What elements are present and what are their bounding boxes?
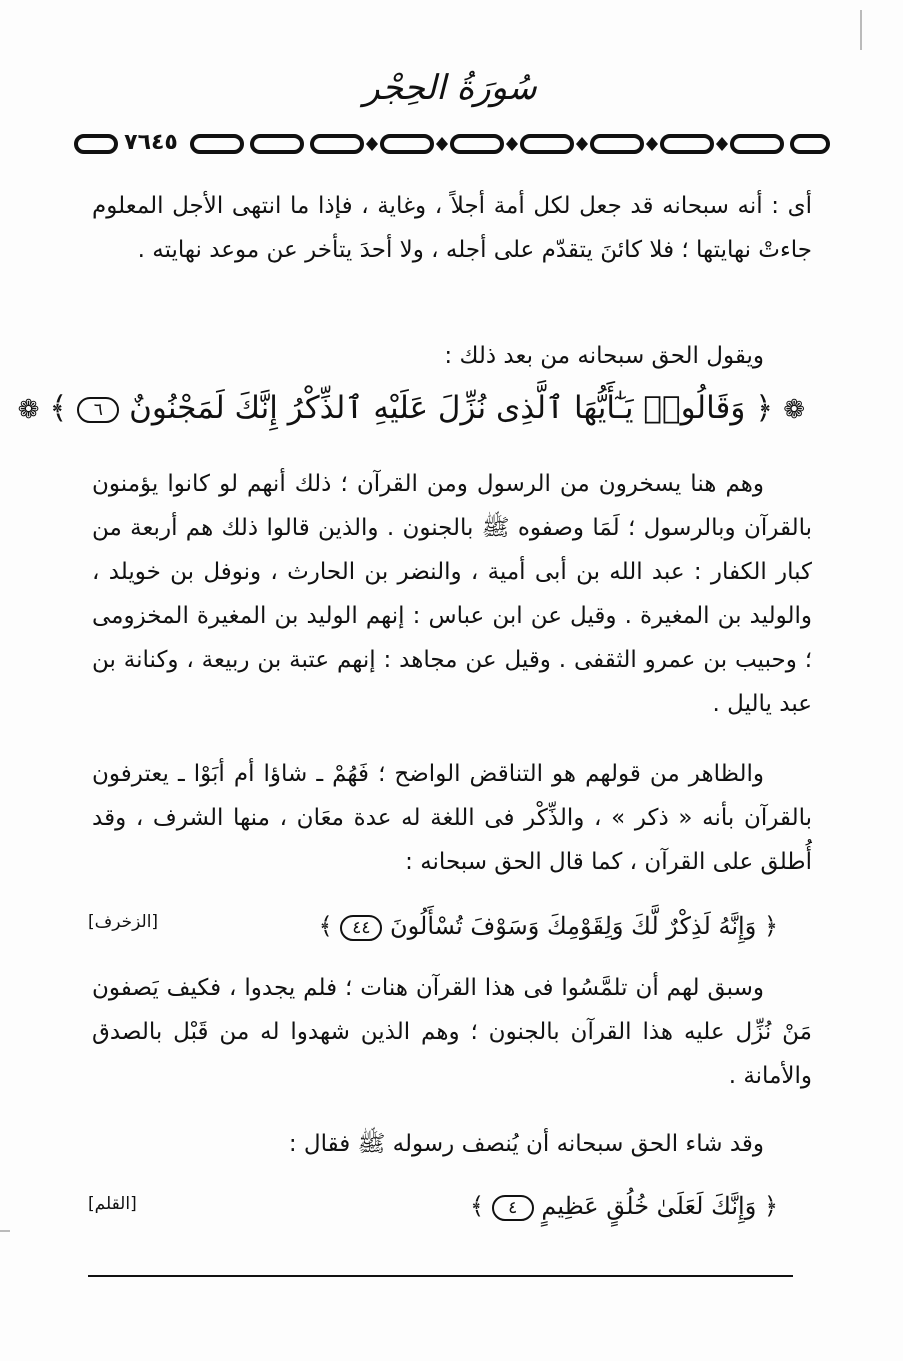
scan-artifact [860, 10, 862, 50]
verse-bracket-close: ﴾ [49, 390, 68, 426]
footer-rule [88, 1275, 793, 1277]
paragraph-6: وقد شاء الحق سبحانه أن يُنصف رسوله ﷺ فقال : [288, 1131, 764, 1157]
paragraph-1: أى : أنه سبحانه قد جعل لكل أمة أجلاً ، وغاية ، فإذا ما انتهى الأجل المعلوم جاءتْ نهايتها ؛ فلا كائنَ يتقدّم على أجله ، ولا أحدَ يتأخر عن موعد نهايته . [92, 193, 812, 263]
paragraph-2: ويقول الحق سبحانه من بعد ذلك : [444, 343, 764, 369]
decorative-chain-border [72, 126, 832, 162]
verse-text: وَإِنَّكَ لَعَلَىٰ خُلُقٍ عَظِيمٍ [541, 1192, 757, 1220]
paragraph-4: والظاهر من قولهم هو التناقض الواضح ؛ فَهُمْ ـ شاؤا أم أبَوْا ـ يعترفون بالقرآن بأنه « ذكر » ، والذِّكْر فى اللغة له عدة معَان ، منها الشرف ، وقد أُطلق على القرآن ، كما قال الحق سبحانه : [92, 761, 812, 875]
verse-source-zukhruf: [الزخرف] [88, 912, 159, 932]
verse-source-qalam: [القلم] [88, 1194, 137, 1214]
verse-number: ٦ [77, 397, 119, 423]
quran-quote-1 [319, 906, 778, 946]
verse-text: وَقَالُوا۟ يَـٰٓأَيُّهَا ٱلَّذِى نُزِّلَ عَلَيْهِ ٱلذِّكْرُ إِنَّكَ لَمَجْنُونٌ [129, 390, 746, 426]
paragraph-3: وهم هنا يسخرون من الرسول ومن القرآن ؛ ذلك أنهم لو كانوا يؤمنون بالقرآن وبالرسول ؛ لَمَا وصفوه ﷺ بالجنون . والذين قالوا ذلك هم أربعة من كبار الكفار : عبد الله بن أبى أمية ، والنضر بن الحارث ، ونوفل بن خويلد ، والوليد بن المغيرة . وقيل عن ابن عباس : إنهم الوليد بن المغيرة المخزومى ؛ وحبيب بن عمرو الثقفى . وقيل عن مجاهد : إنهم عتبة بن ربيعة ، وكنانة بن عبد ياليل . [92, 471, 812, 717]
quran-verse-main [17, 380, 805, 438]
verse-bracket-close: ﴾ [470, 1192, 485, 1220]
ornament-icon: ❁ [17, 395, 40, 425]
verse-bracket-close: ﴾ [318, 912, 333, 940]
surah-title: سُورَةُ الحِجْر [363, 68, 537, 108]
page-number: ٧٦٤٥ [118, 130, 184, 155]
verse-number: ٤ [492, 1195, 534, 1221]
verse-text: وَإِنَّهُ لَذِكْرٌ لَّكَ وَلِقَوْمِكَ وَسَوْفَ تُسْأَلُونَ [389, 912, 757, 940]
verse-bracket-open: ﴿ [763, 912, 778, 940]
ornament-icon: ❁ [783, 395, 805, 425]
scan-artifact [0, 1230, 10, 1232]
paragraph-5: وسبق لهم أن تلمَّسُوا فى هذا القرآن هنات ؛ فلم يجدوا ، فكيف يَصفون مَنْ نُزِّل عليه هذا القرآن بالجنون ؛ وهم الذين شهدوا له من قَبْل بالصدق والأمانة . [92, 975, 812, 1089]
verse-number: ٤٤ [340, 915, 382, 941]
verse-bracket-open: ﴿ [763, 1192, 778, 1220]
verse-bracket-open: ﴿ [755, 390, 774, 426]
quran-quote-2 [470, 1186, 778, 1226]
